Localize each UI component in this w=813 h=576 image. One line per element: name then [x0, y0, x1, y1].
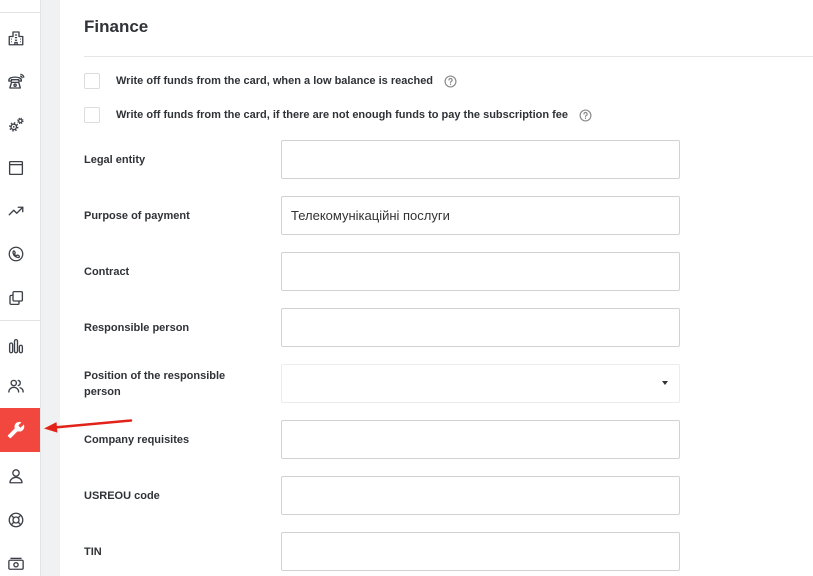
form-row-tin	[84, 532, 680, 571]
option-low-balance	[84, 73, 457, 89]
bar-chart-icon	[7, 337, 25, 355]
trending-up-icon	[7, 202, 25, 220]
sidebar-item-users[interactable]	[0, 364, 40, 408]
finance-form	[84, 140, 680, 571]
sidebar	[0, 0, 41, 576]
company-requisites-input[interactable]	[281, 420, 680, 459]
layers-icon	[7, 289, 25, 307]
user-icon	[7, 467, 25, 485]
insufficient-funds-writeoff-checkbox[interactable]	[84, 107, 100, 123]
title-divider	[84, 56, 813, 57]
form-row-company-requisites	[84, 420, 680, 459]
company-requisites-label: Company requisites	[84, 433, 190, 446]
purpose-of-payment-input[interactable]	[281, 196, 680, 235]
sidebar-divider	[0, 320, 40, 321]
sidebar-item-phone-call[interactable]	[0, 232, 40, 276]
sidebar-item-payments[interactable]	[0, 542, 40, 576]
responsible-person-input[interactable]	[281, 308, 680, 347]
low-balance-writeoff-label: Write off funds from the card, when a low balance is reached	[116, 75, 434, 87]
browser-window-icon	[7, 159, 25, 177]
form-row-responsible-person	[84, 308, 680, 347]
form-row-contract	[84, 252, 680, 291]
low-balance-writeoff-checkbox[interactable]	[84, 73, 100, 89]
sidebar-item-building[interactable]	[0, 16, 40, 60]
question-circle-icon[interactable]	[444, 75, 457, 88]
users-icon	[7, 377, 25, 395]
insufficient-funds-writeoff-label: Write off funds from the card, if there are not enough funds to pay the subscription fee	[116, 109, 569, 121]
usreou-code-input[interactable]	[281, 476, 680, 515]
sidebar-item-profile[interactable]	[0, 454, 40, 498]
position-label: Position of the responsible person	[84, 369, 226, 398]
purpose-of-payment-label: Purpose of payment	[84, 209, 190, 222]
form-row-legal-entity	[84, 140, 680, 179]
contract-label: Contract	[84, 265, 130, 278]
form-row-usreou-code	[84, 476, 680, 515]
sidebar-item-settings[interactable]	[0, 408, 40, 452]
option-insufficient-funds	[84, 107, 592, 123]
tin-input[interactable]	[281, 532, 680, 571]
sidebar-item-telephone[interactable]	[0, 60, 40, 104]
telephone-icon	[7, 73, 25, 91]
responsible-person-label: Responsible person	[84, 321, 190, 334]
tin-label: TIN	[84, 545, 102, 558]
form-row-purpose-of-payment	[84, 196, 680, 235]
position-select[interactable]	[281, 364, 680, 403]
wrench-icon	[7, 421, 25, 439]
contract-input[interactable]	[281, 252, 680, 291]
legal-entity-label: Legal entity	[84, 153, 146, 166]
cash-icon	[7, 555, 25, 573]
sidebar-divider	[0, 12, 40, 13]
sidebar-item-statistics[interactable]	[0, 324, 40, 368]
chevron-down-icon	[662, 381, 668, 385]
form-row-position	[84, 364, 680, 403]
gears-icon	[7, 116, 25, 134]
sidebar-item-support[interactable]	[0, 498, 40, 542]
page-title: Finance	[84, 17, 149, 36]
sidebar-item-gears[interactable]	[0, 103, 40, 147]
sidebar-item-window[interactable]	[0, 146, 40, 190]
phone-call-icon	[7, 245, 25, 263]
lifebuoy-icon	[7, 511, 25, 529]
sidebar-item-layers[interactable]	[0, 276, 40, 320]
question-circle-icon[interactable]	[579, 109, 592, 122]
usreou-code-label: USREOU code	[84, 489, 160, 502]
building-icon	[7, 29, 25, 47]
legal-entity-input[interactable]	[281, 140, 680, 179]
finance-panel	[60, 0, 813, 576]
sidebar-item-trending[interactable]	[0, 189, 40, 233]
